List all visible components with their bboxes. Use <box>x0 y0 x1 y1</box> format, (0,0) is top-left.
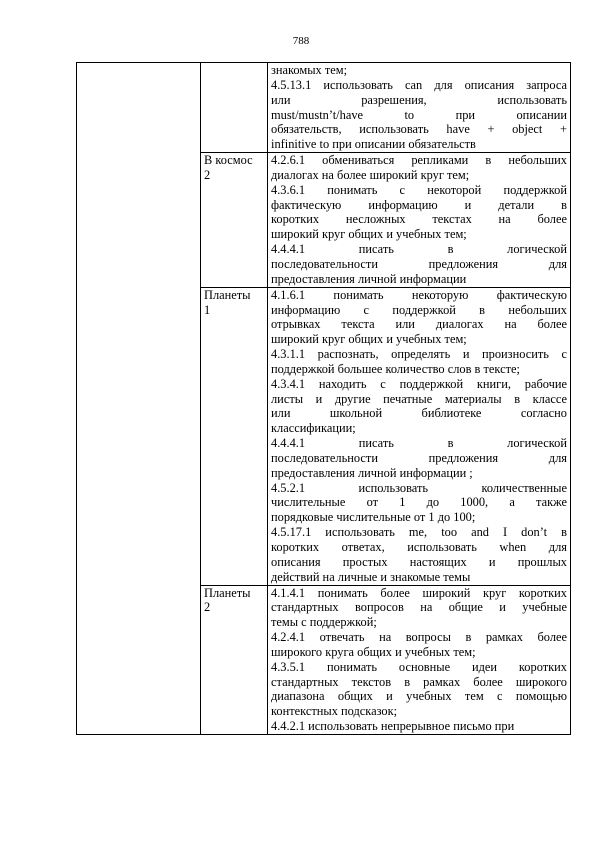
objective-line: 4.5.2.1 использовать количественные <box>271 480 567 495</box>
objective-line: 4.4.4.1 писать в логической <box>271 436 567 451</box>
objective-line: отрывках текста или диалогах на более <box>271 317 567 332</box>
objectives-cell <box>268 585 571 734</box>
objective-line: последовательности предложения для <box>271 450 567 465</box>
objective-line: обязательств, использовать have + object + <box>271 122 567 137</box>
topic-cell <box>201 63 268 153</box>
objectives-cell <box>268 153 571 288</box>
objective-line: 4.5.13.1 использовать can для описания запроса <box>271 77 567 92</box>
objectives-cell <box>268 63 571 153</box>
objective-line: 4.3.4.1 находить с поддержкой книги, рабочие <box>271 376 567 391</box>
objective-line: классификации; <box>271 421 356 436</box>
objective-line: 4.3.6.1 понимать с некоторой поддержкой <box>271 182 567 197</box>
objective-line: 4.2.4.1 отвечать на вопросы в рамках более <box>271 630 567 645</box>
objective-line: фактическую информацию и детали в <box>271 197 567 212</box>
objective-line: числительные от 1 до 1000, а также <box>271 495 567 510</box>
page-number: 788 <box>292 35 310 47</box>
objective-line: действий на личные и знакомые темы <box>271 569 471 584</box>
table-body <box>77 63 571 735</box>
topic-line: 2 <box>204 600 211 615</box>
objective-line: широкий круг общих и учебных тем; <box>271 332 467 347</box>
objective-line: 4.2.6.1 обмениваться репликами в небольших <box>271 153 567 168</box>
objective-line: 4.1.4.1 понимать более широкий круг коротких <box>271 585 567 600</box>
objective-line: темы с поддержкой; <box>271 615 377 630</box>
objective-line: информацию с поддержкой в небольших <box>271 302 567 317</box>
objective-line: стандартных текстов в рамках более широкого <box>271 674 567 689</box>
objective-line: 4.3.1.1 распознать, определять и произносить с <box>271 347 567 362</box>
objective-line: диапазона общих и учебных тем с помощью <box>271 689 567 704</box>
section-cell <box>77 63 201 735</box>
objective-line: диалогах на более широкий круг тем; <box>271 167 470 182</box>
objective-line: широкий круг общих и учебных тем; <box>271 227 467 242</box>
objective-line: предоставления личной информации <box>271 271 467 286</box>
objective-line: контекстных подсказок; <box>271 704 398 719</box>
topic-line: 2 <box>204 167 211 182</box>
objective-line: поддержкой большее количество слов в тексте; <box>271 361 520 376</box>
topic-cell <box>201 287 268 585</box>
topic-line: Планеты <box>204 585 251 600</box>
objective-line: последовательности предложения для <box>271 256 567 271</box>
topic-line: Планеты <box>204 287 251 302</box>
objective-line: 4.5.17.1 использовать me, too and I don’t в <box>271 525 567 540</box>
objective-line: infinitive to при описании обязательств <box>271 137 476 152</box>
topic-line: В космос <box>204 153 253 168</box>
objective-line: 4.1.6.1 понимать некоторую фактическую <box>271 287 567 302</box>
table-row <box>77 63 571 153</box>
objective-line: 4.4.4.1 писать в логической <box>271 242 567 257</box>
topic-line: 1 <box>204 302 211 317</box>
objective-line: коротких ответах, использовать when для <box>271 540 567 554</box>
objective-line: порядковые числительные от 1 до 100; <box>271 510 476 525</box>
objective-line: листы и другие печатные материалы в классе <box>271 391 567 406</box>
objective-line: 4.3.5.1 понимать основные идеи коротких <box>271 659 567 674</box>
objective-line: предоставления личной информации ; <box>271 465 473 480</box>
objective-line: 4.4.2.1 использовать непрерывное письмо при <box>271 719 515 734</box>
objectives-cell <box>268 287 571 585</box>
topic-cell <box>201 585 268 734</box>
topic-cell <box>201 153 268 288</box>
objective-line: стандартных вопросов на общие и учебные <box>271 600 567 615</box>
objective-line: знакомых тем; <box>271 63 348 77</box>
objective-line: или школьной библиотеке согласно <box>271 406 567 421</box>
objective-line: широкого круга общих и учебных тем; <box>271 644 476 659</box>
objective-line: описания простых настоящих и прошлых <box>271 554 567 569</box>
curriculum-table <box>76 62 571 735</box>
objective-line: или разрешения, использовать <box>271 92 567 107</box>
objective-line: коротких несложных текстах на более <box>271 212 567 227</box>
objective-line: must/mustn’t/have to при описании <box>271 107 567 122</box>
